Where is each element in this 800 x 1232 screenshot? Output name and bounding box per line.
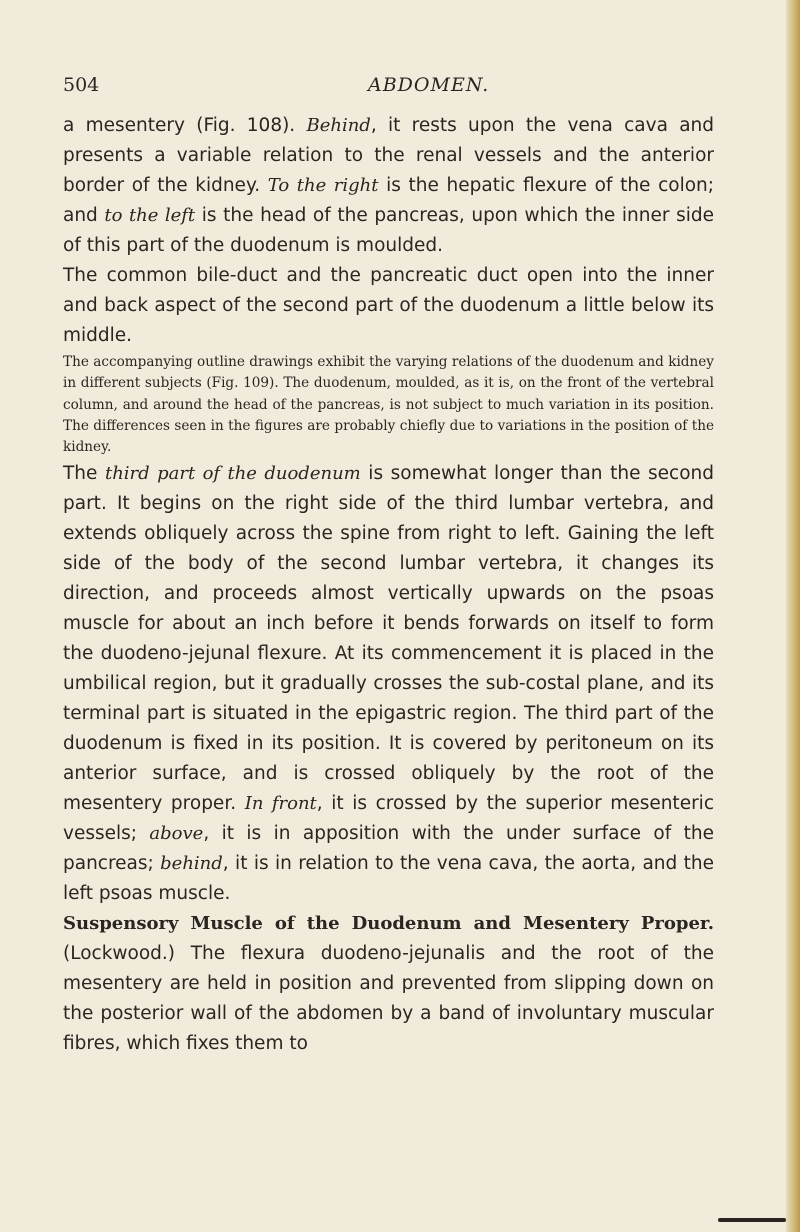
- chapter-title: ABDOMEN.: [368, 74, 490, 96]
- text-run: (Lockwood.) The flexura duodeno-jejunalis and the root of the mesentery are held in position and prevented from slipping down on the posterior wall of the abdomen by a band of involuntary muscular fibres, which fixes them to: [63, 943, 714, 1055]
- text-run: , it rests upon the vena cava and presents a variable relation to the renal vessels and the anterior border of the kidney.: [63, 115, 714, 196]
- page-edge: [786, 0, 800, 1232]
- text-run: , it is in apposition with the under surface of the pancreas;: [63, 823, 714, 875]
- paragraph-5: [63, 909, 714, 1059]
- emphasis-third-part: third part of the duodenum: [104, 463, 361, 485]
- text-run: , it is in relation to the vena cava, the aorta, and the left psoas muscle.: [63, 853, 714, 905]
- text-run: a mesentery (Fig. 108).: [63, 115, 307, 136]
- text-run: is somewhat longer than the second part. It begins on the right side of the third lumbar vertebra, and extends obliquely across the spine from right to left. Gaining the left side of the body of the second lumbar vertebra, it changes its direction, and proceeds almost vertically upwards on the psoas muscle for about an inch before it bends forwards on itself to form the duodeno-jejunal flexure. At its commencement it is placed in the umbilical region, but it gradually crosses the sub-costal plane, and its terminal part is situated in the epigastric region. The third part of the duodenum is fixed in its position. It is covered by peritoneum on its anterior surface, and is crossed obliquely by the root of the mesentery proper.: [63, 463, 714, 815]
- page-number: 504: [63, 74, 100, 96]
- paragraph-2: The common bile-duct and the pancreatic duct open into the inner and back aspect of the second part of the duodenum a little below its middle.: [63, 265, 714, 346]
- paragraph-4: [63, 459, 714, 909]
- text-run: is the hepatic flexure of the colon; and: [63, 175, 714, 226]
- emphasis-behind: Behind: [306, 115, 371, 136]
- running-head: [63, 74, 713, 104]
- text-block: [63, 111, 714, 1059]
- emphasis-above: above: [149, 823, 204, 845]
- text-run: is the head of the pancreas, upon which the inner side of this part of the duodenum is moulded.: [63, 205, 715, 256]
- paragraph-1: [63, 111, 714, 261]
- text-run: The: [63, 463, 105, 485]
- bottom-rule: [718, 1218, 786, 1222]
- section-heading: Suspensory Muscle of the Duodenum and Mesentery Proper.: [63, 913, 714, 935]
- emphasis-in-front: In front: [244, 793, 317, 815]
- paragraph-3-small-print: The accompanying outline drawings exhibit the varying relations of the duodenum and kidney in different subjects (Fig. 109). The duodenum, moulded, as it is, on the front of the vertebral column, and around the head of the pancreas, is not subject to much variation in its position. The differences seen in the figures are probably chiefly due to variations in the position of the kidney.: [63, 354, 714, 456]
- emphasis-to-the-right: To the right: [267, 175, 379, 196]
- emphasis-behind-2: behind: [160, 853, 223, 875]
- emphasis-to-the-left: to the left: [104, 205, 196, 226]
- text-run: , it is crossed by the superior mesenteric vessels;: [63, 793, 714, 845]
